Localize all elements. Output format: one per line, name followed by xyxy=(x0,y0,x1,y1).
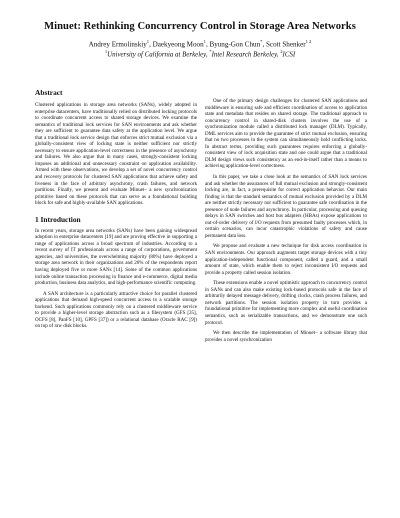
body-paragraph: We propose and evaluate a new technique for disk access coordination in SAN environments. Our approach augments target storage devices with a tiny application-independent functional component, called a guard, and a small amount of state, which enable them to reject inconsistent I/O requests and provide a property called session isolation. xyxy=(205,243,367,276)
paper-title: Minuet: Rethinking Concurrency Control in Storage Area Networks xyxy=(44,21,356,32)
intro-paragraph: A SAN architecture is a particularly attractive choice for parallel clustered applications that demand high-speed concurrent access to a scalable storage backend. Such applications commonly rely on a clustered middleware service to provide a higher-level storage abstraction such as a filesystem (GFS [35], OCFS [8], PanFS [10], GPFS [37]) or a relational database (Oracle RAC [9]) on top of raw disk blocks. xyxy=(35,290,197,330)
left-column xyxy=(35,88,197,330)
body-paragraph: These extensions enable a novel optimistic approach to concurrency control in SANs and can also make existing lock-based protocols safe in the face of arbitrarily delayed message delivery, drifting clocks, crash process failures, and network partitions. The session isolation property in turn provides a foundational primitive for implementing more complex and useful coordination semantics, such as serializable transactions, and we demonstrate one such protocol. xyxy=(205,280,367,326)
right-column xyxy=(205,98,367,343)
body-paragraph: One of the primary design challenges for clustered SAN applications and middleware is ensuring safe and efficient coordination of access to application state and metadata that resides on shared storage. The traditional approach to concurrency control in shared-disk clusters involves the use of a synchronization module called a distributed lock manager (DLM). Typically, DML services aim to provide the guarantee of strict mutual exclusion, ensuring that no two processes in the system can simultaneously hold conflicting locks. In abstract terms, providing such guarantees requires enforcing a globally-consistent view of lock acquisition state and one could argue that a traditional DLM design views such consistency as an end-in-itself rather than a means to achieving application-level correctness. xyxy=(205,98,367,170)
body-paragraph: We then describe the implementation of Minuet– a software library that provides a novel synchronization xyxy=(205,330,367,343)
intro-paragraph: In recent years, storage area networks (SANs) have been gaining widespread adoption in enterprise datacenters [19] and are proving effective in supporting a range of applications across a broad spectrum of industries. According to a recent survey of IT professionals across a range of corporations, government agencies, and universities, the overwhelming majority (80%) have deployed a storage area network in their organizations and 26% of the respondents report having deployed five or more SANs [14]. Some of the common applications include online transaction processing in finance and e-commerce, digital media production, business data analytics, and high-performance scientific computing. xyxy=(35,227,197,287)
paper-authors: Andrey Ermolinskiy$^1$, Daekyeong Moon$^1$, Byung-Gon Chun*, Scott Shenker$^{1 2}$ xyxy=(88,39,312,49)
abstract-paragraph: Clustered applications in storage area networks (SANs), widely adopted in enterprise datacenters, have traditionally relied on distributed locking protocols to coordinate concurrent access to shared storage devices. We examine the semantics of traditional lock services for SAN environments and ask whether they are sufficient to guarantee data safety at the application level. We argue that a traditional lock service design that enforces strict mutual exclusion via a globally-consistent view of locking state is neither sufficient nor strictly necessary to ensure application-level correctness in the presence of asynchrony and failures. We also argue that in many cases, strongly-consistent locking imposes an additional and unnecessary constraint on application availability. Armed with these observations, we develop a set of novel concurrency control and recovery protocols for clustered SAN applications that achieve safety and liveness in the face of arbitrary asynchrony, crash failures, and network partitions. Finally, we present and evaluate Minuet– a new synchronization primitive based on these protocols that can serve as a foundational building block for safe and highly-available SAN applications. xyxy=(35,102,197,207)
abstract-heading: Abstract xyxy=(35,88,63,97)
section-heading-introduction: 1 Introduction xyxy=(35,214,81,224)
body-paragraph: In this paper, we take a close look at the semantics of SAN lock services and ask whether the assurances of full mutual exclusion and strongly-consistent locking are, in fact, a prerequisite for correct application behavior. Our main finding is that the standard semantics of mutual exclusion provided by a DLM are neither strictly necessary nor sufficient to guarantee safe coordination in the presence of node failures and asynchrony. In particular, processing and queuing delays in SAN switches and host bus adapters (HBAs) expose applications to out-of-order delivery of I/O requests from presumed faulty processes which, in certain scenarios, can incur catastrophic violations of safety and cause permanent data loss. xyxy=(205,174,367,239)
paper-affiliations: $^1$University of California at Berkeley, *Intel Research Berkeley, $^2$ICSI xyxy=(104,49,296,59)
